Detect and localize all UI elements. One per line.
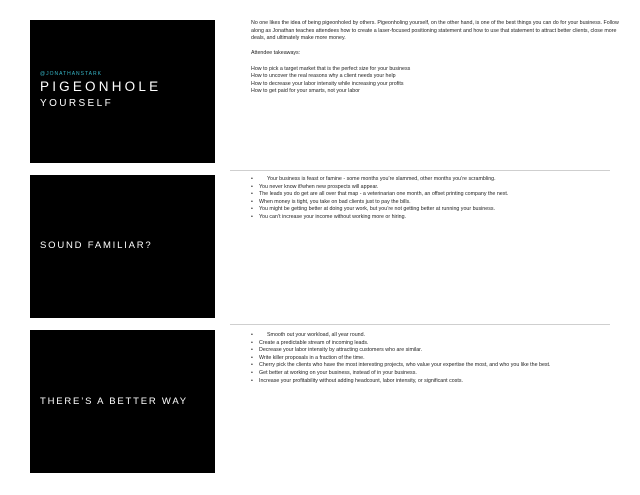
slide-notes-familiar (251, 176, 621, 222)
intro-paragraph: No one likes the idea of being pigeonholed by others. Pigeonholing yourself, on the other hand, is one of the best things you can do for your business. Follow along as Jonathan teaches attendees how to create a laser-focused positioning statement and how to use that statement to attract better clients, close more deals, and ultimately make more money. (251, 20, 619, 42)
takeaway-item: How to uncover the real reasons why a client needs your help (251, 73, 396, 80)
section-divider (230, 170, 610, 171)
list-item: • Your business is feast or famine - some months you’re slammed, other months you’re scrambling. (251, 176, 621, 184)
slide-better-way (30, 330, 215, 473)
list-item: • Cherry pick the clients who have the most interesting projects, who value your expertise the most, and who you like the best. (251, 362, 621, 370)
slide-pigeonhole-yourself (30, 20, 215, 163)
section-divider (230, 324, 610, 325)
list-item: • You might be getting better at doing your work, but you’re not getting better at running your business. (251, 206, 621, 214)
takeaway-item: How to pick a target market that is the perfect size for your business (251, 65, 411, 72)
slide-notes-intro (251, 20, 621, 96)
twitter-handle: @JONATHANSTARK (40, 71, 102, 77)
list-item: • Increase your profitability without adding headcount, labor intensity, or significant costs. (251, 378, 621, 386)
slide-title: SOUND FAMILIAR? (40, 240, 153, 251)
list-item: • Write killer proposals in a fraction of the time. (251, 355, 621, 363)
slide-sound-familiar (30, 175, 215, 318)
list-item: • Decrease your labor intensity by attracting customers who are similar. (251, 347, 621, 355)
list-item: • The leads you do get are all over that map - a veterinarian one month, an offset printing company the next. (251, 191, 621, 199)
takeaways-list (251, 66, 621, 96)
list-item: • You can’t increase your income without working more or hiring. (251, 214, 621, 222)
list-item: • When money is tight, you take on bad clients just to pay the bills. (251, 199, 621, 207)
takeaways-heading: Attendee takeaways: (251, 50, 301, 57)
slide-notes-better (251, 332, 621, 385)
list-item: • Get better at working on your business, instead of in your business. (251, 370, 621, 378)
slide-title-line1: PIGEONHOLE (40, 79, 162, 94)
slide-title: THERE’S A BETTER WAY (40, 396, 188, 407)
takeaway-item: How to decrease your labor intensity while increasing your profits (251, 80, 404, 87)
better-list (251, 332, 621, 385)
slide-title-line2: YOURSELF (40, 98, 114, 109)
takeaway-item: How to get paid for your smarts, not your labor (251, 88, 360, 95)
list-item: • You never know if/when new prospects will appear. (251, 184, 621, 192)
list-item: • Create a predictable stream of incoming leads. (251, 340, 621, 348)
list-item: • Smooth out your workload, all year round. (251, 332, 621, 340)
familiar-list (251, 176, 621, 222)
